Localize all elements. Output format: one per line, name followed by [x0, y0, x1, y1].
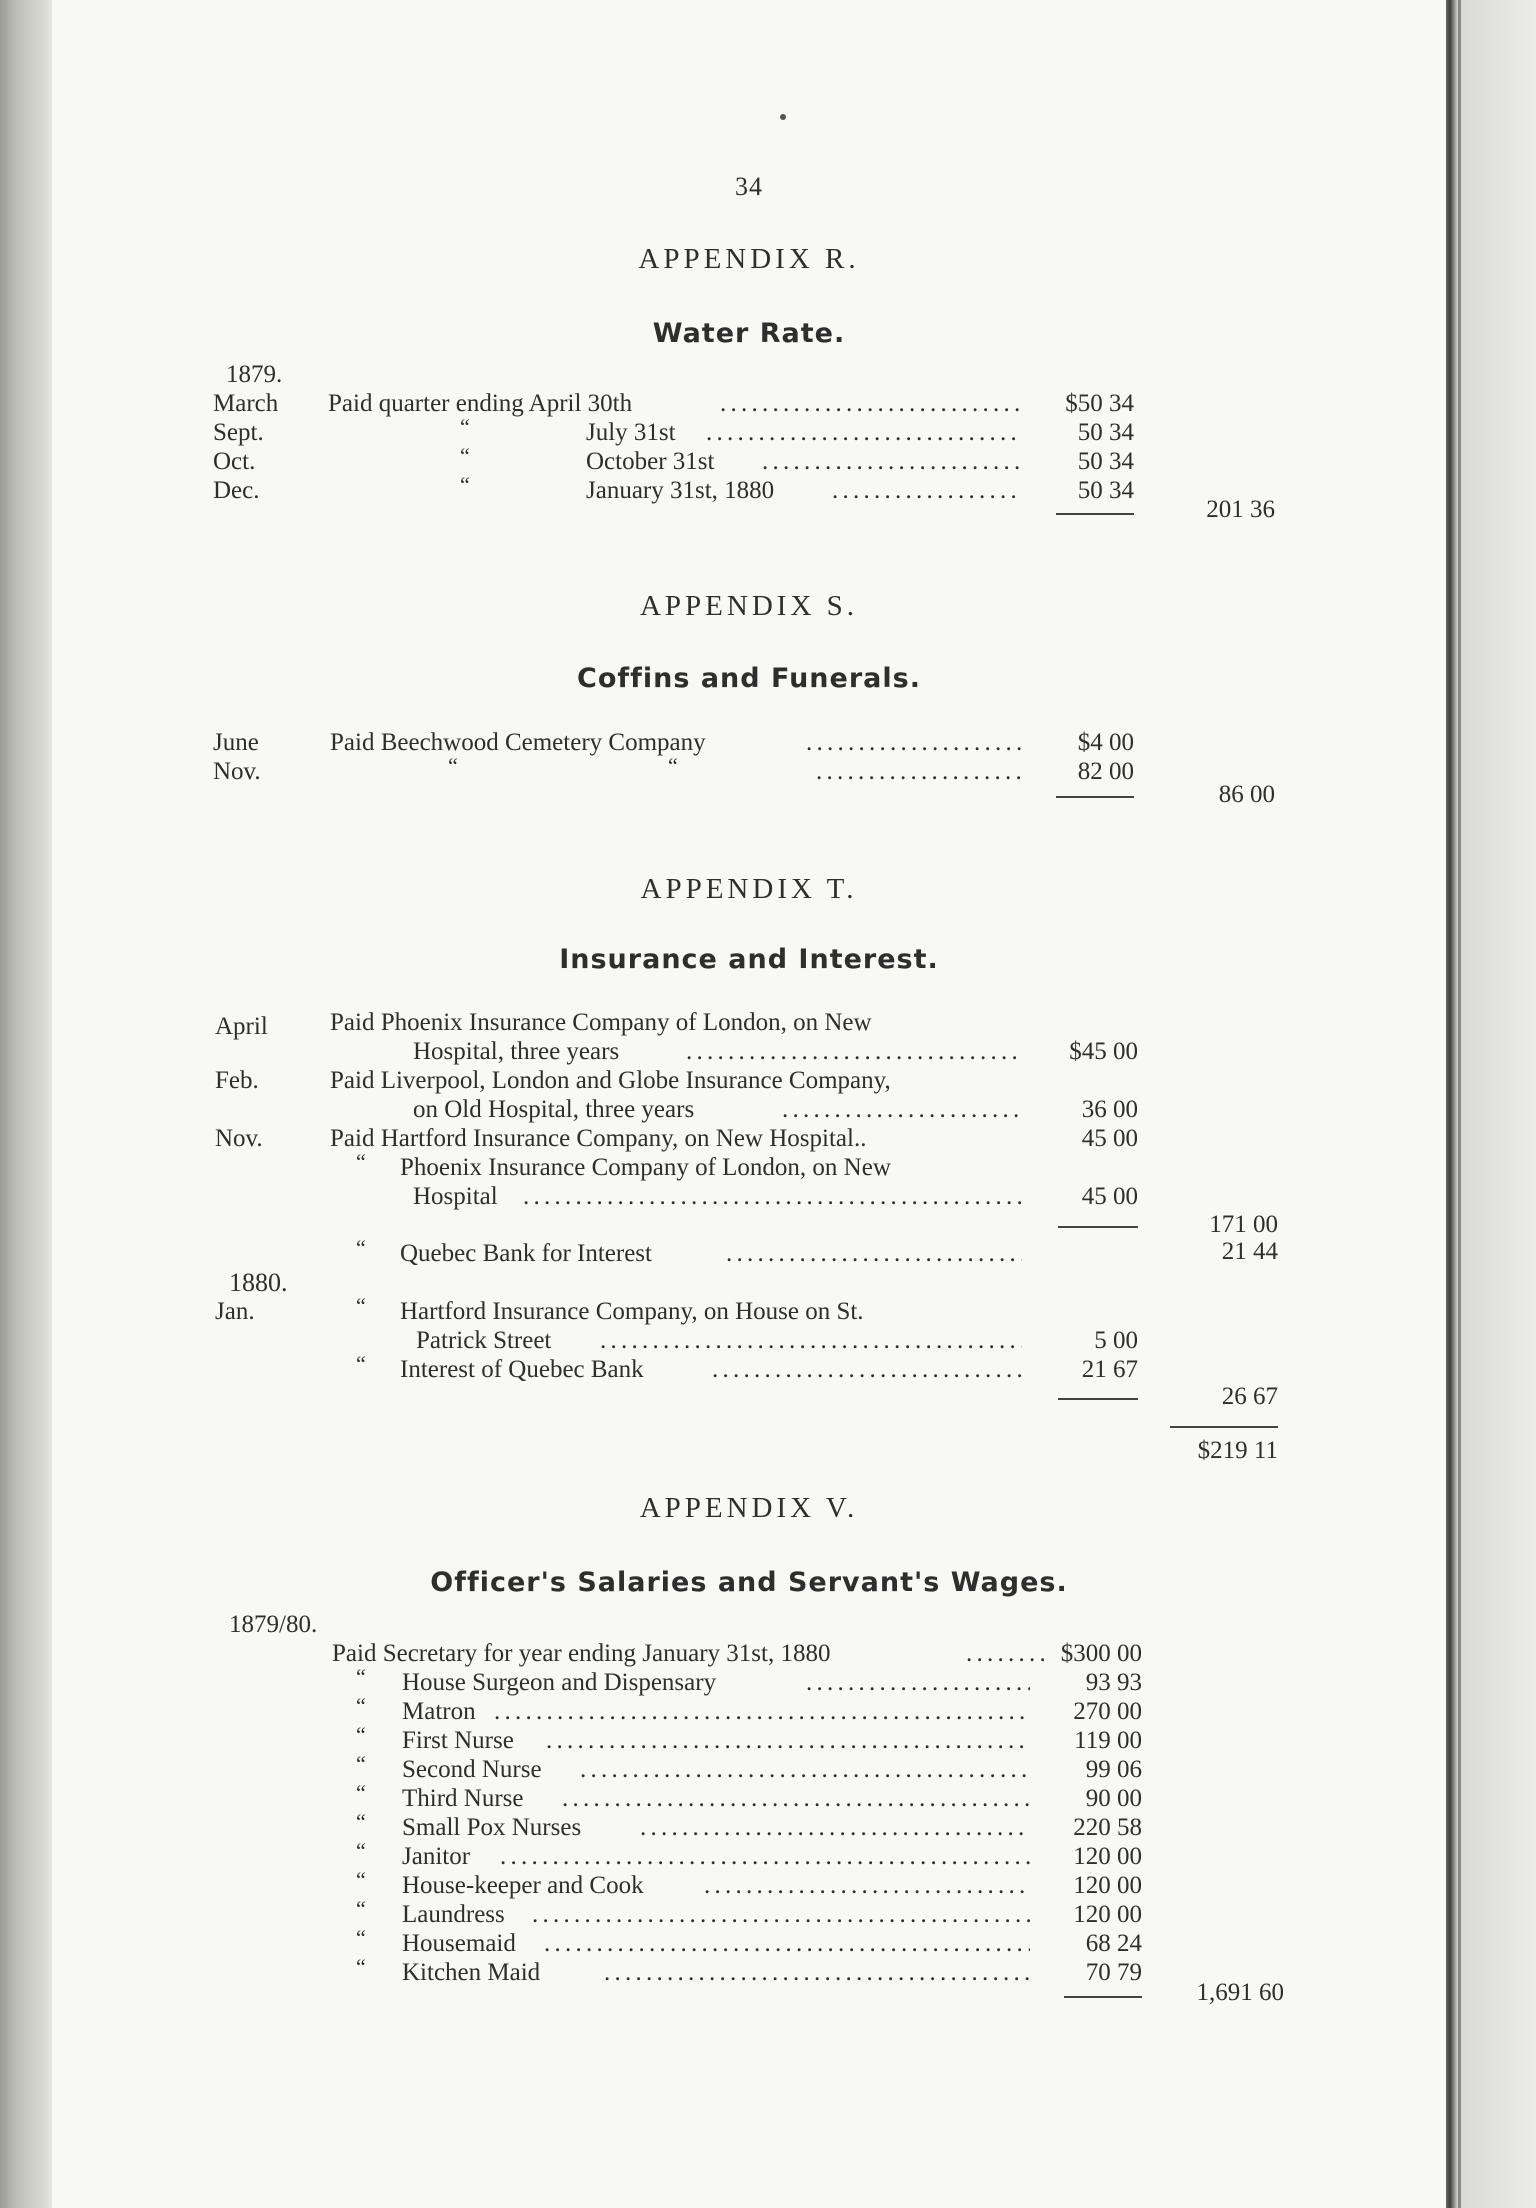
row-text: First Nurse [402, 1727, 514, 1754]
row-month: March [213, 390, 279, 417]
row-month: June [213, 729, 259, 756]
row-amount: 93 93 [1085, 1669, 1142, 1696]
sum-rule [1056, 513, 1134, 515]
row-amount: 50 34 [1077, 448, 1134, 475]
ditto-mark: “ [356, 1351, 366, 1376]
row-amount: 99 06 [1085, 1756, 1142, 1783]
row-amount: 270 00 [1073, 1698, 1142, 1725]
row-amount: 50 34 [1077, 477, 1134, 504]
ink-speck [780, 114, 786, 120]
row-text: Paid quarter ending April 30th [328, 390, 633, 417]
row-text: Matron [402, 1698, 476, 1725]
year-label: 1879/80. [229, 1611, 318, 1638]
row-text: Paid Secretary for year ending January 31st, 1880 [332, 1640, 831, 1667]
row-text: House Surgeon and Dispensary [402, 1669, 717, 1696]
insurance-interest-heading: Insurance and Interest. [559, 944, 939, 975]
ditto-mark: “ [448, 753, 458, 778]
row-text: Paid Liverpool, London and Globe Insurance Company, [330, 1067, 891, 1094]
sum-rule [1058, 1226, 1138, 1228]
row-amount: 45 00 [1081, 1125, 1138, 1152]
row-month: Feb. [215, 1067, 259, 1094]
coffins-funerals-heading: Coffins and Funerals. [577, 663, 921, 694]
ditto-mark: “ [356, 1722, 366, 1747]
row-amount: $4 00 [1077, 729, 1134, 756]
row-amount: $300 00 [1060, 1640, 1142, 1667]
row-text: October 31st [586, 448, 715, 475]
appendix-r-title: APPENDIX R. [638, 243, 860, 275]
row-text: Kitchen Maid [402, 1959, 541, 1986]
ditto-mark: “ [356, 1896, 366, 1921]
dot-leader [704, 1871, 1030, 1901]
row-amount: $50 34 [1065, 390, 1134, 417]
page-fold-line [1458, 0, 1461, 2208]
dot-leader [580, 1755, 1030, 1785]
row-month: Nov. [215, 1125, 263, 1152]
dot-leader [762, 447, 1022, 477]
row-amount: 68 24 [1085, 1930, 1142, 1957]
dot-leader [494, 1697, 1030, 1727]
section-total: 1,691 60 [1196, 1979, 1284, 2006]
row-text: Interest of Quebec Bank [400, 1356, 644, 1383]
ditto-mark: “ [356, 1751, 366, 1776]
dot-leader [816, 757, 1022, 787]
row-text: Quebec Bank for Interest [400, 1240, 652, 1267]
dot-leader [604, 1958, 1030, 1988]
row-amount: 120 00 [1073, 1901, 1142, 1928]
section-total: 201 36 [1206, 496, 1275, 523]
year-label: 1880. [229, 1268, 288, 1297]
page-number: 34 [735, 172, 763, 201]
row-text: on Old Hospital, three years [413, 1096, 695, 1123]
row-month: Sept. [213, 419, 264, 446]
row-text: Paid Hartford Insurance Company, on New Hospital.. [330, 1125, 867, 1152]
appendix-s-title: APPENDIX S. [639, 590, 859, 622]
subtotal: 26 67 [1221, 1383, 1278, 1410]
appendix-v-title: APPENDIX V. [639, 1492, 859, 1524]
dot-leader [640, 1813, 1030, 1843]
row-text: House-keeper and Cook [402, 1872, 644, 1899]
ditto-mark: “ [356, 1809, 366, 1834]
row-amount: 119 00 [1074, 1727, 1142, 1754]
dot-leader [712, 1355, 1022, 1385]
ditto-mark: “ [356, 1838, 366, 1863]
row-month: April [215, 1013, 268, 1040]
ditto-mark: “ [668, 753, 678, 778]
row-amount: 220 58 [1073, 1814, 1142, 1841]
row-amount: 50 34 [1077, 419, 1134, 446]
sum-rule [1064, 1996, 1142, 1998]
row-amount: 21 44 [1221, 1238, 1278, 1265]
ditto-mark: “ [356, 1867, 366, 1892]
dot-leader [726, 1239, 1022, 1269]
row-amount: 120 00 [1073, 1843, 1142, 1870]
row-text: Patrick Street [416, 1327, 552, 1354]
dot-leader [806, 1668, 1030, 1698]
row-amount: 90 00 [1085, 1785, 1142, 1812]
dot-leader [532, 1900, 1030, 1930]
row-text: Paid Phoenix Insurance Company of London, on New [330, 1009, 872, 1036]
year-label: 1879. [226, 361, 283, 388]
row-month: Oct. [213, 448, 256, 475]
ditto-mark: “ [356, 1780, 366, 1805]
row-month: Nov. [213, 758, 261, 785]
dot-leader [523, 1182, 1022, 1212]
ditto-mark: “ [460, 443, 470, 468]
row-text: Paid Beechwood Cemetery Company [330, 729, 706, 756]
dot-leader [832, 476, 1022, 506]
water-rate-heading: Water Rate. [652, 318, 846, 349]
grand-total: $219 11 [1197, 1437, 1278, 1464]
dot-leader [544, 1929, 1030, 1959]
row-amount: 36 00 [1081, 1096, 1138, 1123]
dot-leader [686, 1037, 1022, 1067]
ditto-mark: “ [356, 1925, 366, 1950]
dot-leader [706, 418, 1022, 448]
row-text: Laundress [402, 1901, 505, 1928]
ditto-mark: “ [460, 414, 470, 439]
row-amount: 70 79 [1085, 1959, 1142, 1986]
appendix-t-title: APPENDIX T. [640, 873, 858, 905]
dot-leader [546, 1726, 1030, 1756]
sum-rule [1170, 1426, 1278, 1428]
row-amount: 45 00 [1081, 1183, 1138, 1210]
dot-leader [806, 728, 1022, 758]
row-text: Phoenix Insurance Company of London, on New [400, 1154, 891, 1181]
row-text: Hospital [413, 1183, 498, 1210]
row-amount: 21 67 [1081, 1356, 1138, 1383]
book-binding [0, 0, 58, 2208]
row-text: Small Pox Nurses [402, 1814, 582, 1841]
row-amount: 120 00 [1073, 1872, 1142, 1899]
row-month: Dec. [213, 477, 260, 504]
row-month: Jan. [215, 1298, 255, 1325]
subtotal: 171 00 [1209, 1211, 1278, 1238]
row-text: Second Nurse [402, 1756, 542, 1783]
row-text: Janitor [402, 1843, 471, 1870]
dot-leader [600, 1326, 1022, 1356]
row-text: Hospital, three years [413, 1038, 620, 1065]
ditto-mark: “ [356, 1149, 366, 1174]
sum-rule [1056, 796, 1134, 798]
ditto-mark: “ [356, 1693, 366, 1718]
row-text: January 31st, 1880 [586, 477, 775, 504]
ditto-mark: “ [356, 1293, 366, 1318]
section-total: 86 00 [1218, 781, 1275, 808]
sum-rule [1058, 1398, 1138, 1400]
row-text: Hartford Insurance Company, on House on St. [400, 1298, 864, 1325]
dot-leader [782, 1095, 1022, 1125]
dot-leader [562, 1784, 1030, 1814]
row-amount: 82 00 [1077, 758, 1134, 785]
dot-leader [500, 1842, 1030, 1872]
row-text: July 31st [586, 419, 676, 446]
salaries-wages-heading: Officer's Salaries and Servant's Wages. [430, 1567, 1068, 1598]
row-text: Third Nurse [402, 1785, 524, 1812]
row-text: Housemaid [402, 1930, 516, 1957]
row-amount: $45 00 [1069, 1038, 1138, 1065]
ditto-mark: “ [356, 1954, 366, 1979]
ditto-mark: “ [460, 472, 470, 497]
ditto-mark: “ [356, 1235, 366, 1260]
row-amount: 5 00 [1094, 1327, 1138, 1354]
dot-leader [720, 389, 1022, 419]
ditto-mark: “ [356, 1664, 366, 1689]
